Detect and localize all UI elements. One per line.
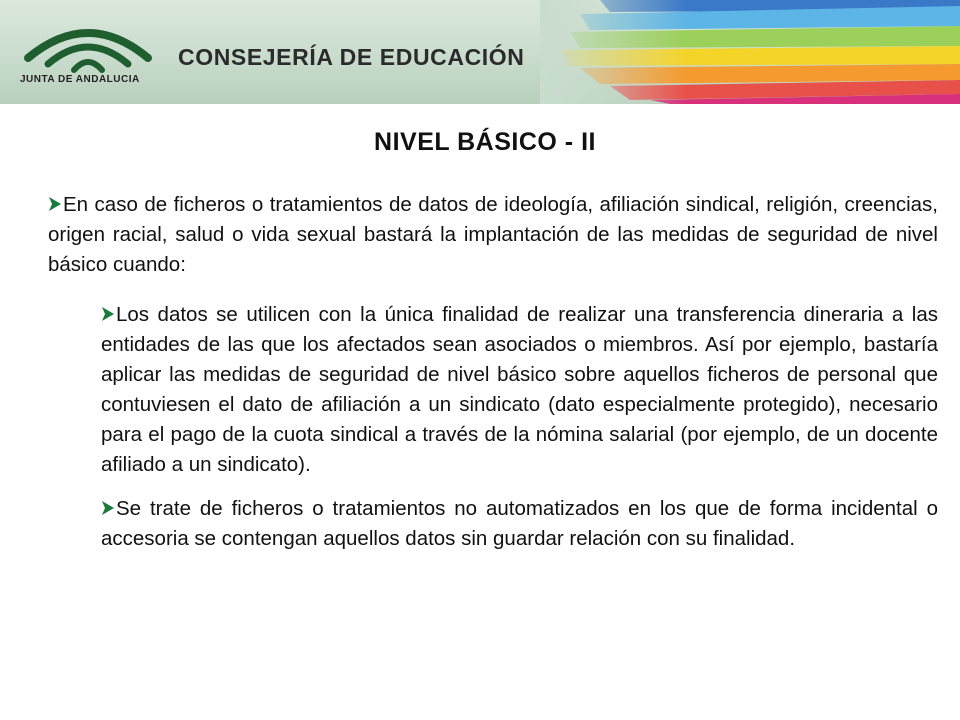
main-bullet (48, 190, 938, 280)
bullet-arrow-icon (48, 196, 62, 212)
organization-title: CONSEJERÍA DE EDUCACIÓN (178, 44, 525, 70)
bullet-arrow-icon (101, 500, 115, 516)
sub-bullet (101, 300, 938, 480)
crayons-decoration-icon (540, 0, 960, 104)
logo-text: JUNTA DE ANDALUCIA (20, 74, 140, 85)
sub-bullet (101, 494, 938, 554)
slide-content (48, 190, 938, 554)
sub-bullet-text: Los datos se utilicen con la única finalidad de realizar una transferencia dineraria a las entidades de las que los afectados sean asociados o miembros. Así por ejemplo, bastaría aplicar las medidas de seguridad de nivel básico sobre aquellos ficheros de personal que contuviesen el dato de afiliación a un sindicato (dato especialmente protegido), necesario para el pago de la cuota sindical a través de la nómina salarial (por ejemplo, de un docente afiliado a un sindicato). (101, 303, 938, 476)
main-bullet-text: En caso de ficheros o tratamientos de datos de ideología, afiliación sindical, religión, creencias, origen racial, salud o vida sexual bastará la implantación de las medidas de seguridad de nivel básico cuando: (48, 193, 938, 276)
header-banner (0, 0, 960, 104)
slide-title: NIVEL BÁSICO - II (374, 128, 596, 156)
bullet-arrow-icon (101, 306, 115, 322)
sub-bullet-text: Se trate de ficheros o tratamientos no automatizados en los que de forma incidental o accesoria se contengan aquellos datos sin guardar relación con su finalidad. (101, 497, 938, 550)
